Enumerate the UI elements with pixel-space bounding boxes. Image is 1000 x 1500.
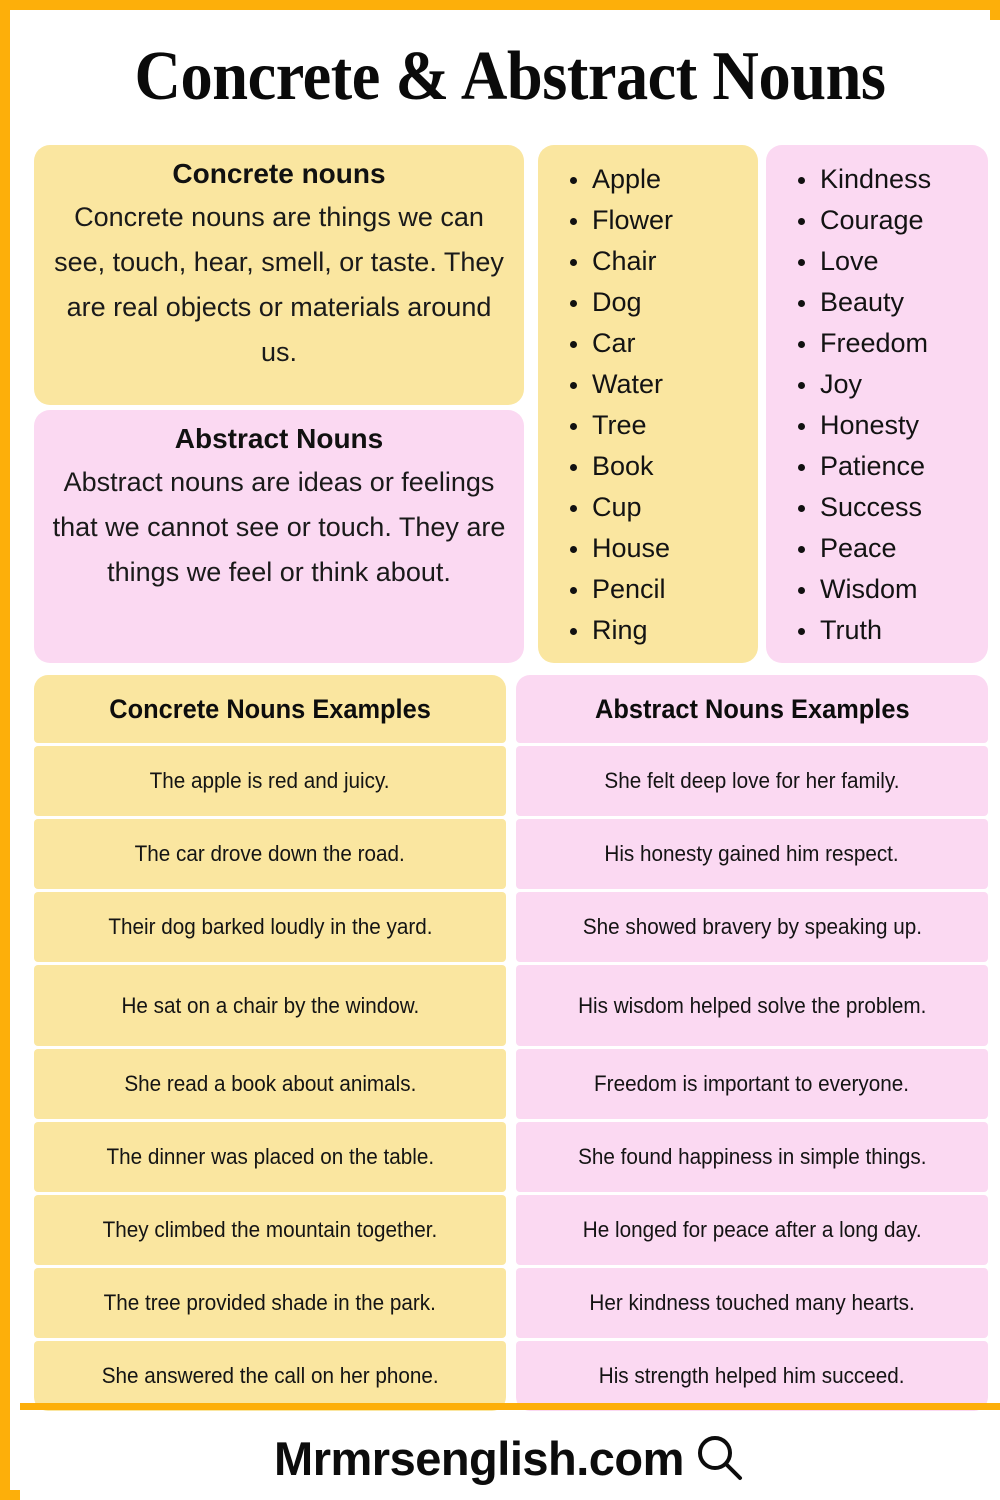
page-inner xyxy=(20,20,1000,1500)
table-cell-text: The car drove down the road. xyxy=(134,841,406,866)
table-cell-text: His wisdom helped solve the problem. xyxy=(577,992,927,1018)
table-cell-text: The tree provided shade in the park. xyxy=(103,1290,437,1315)
abstract-definition-heading: Abstract Nouns xyxy=(174,423,384,454)
concrete-word-list-card xyxy=(538,145,758,663)
table-row xyxy=(516,892,988,962)
table-cell-text: They climbed the mountain together. xyxy=(102,1217,438,1242)
table-row xyxy=(34,892,506,962)
concrete-examples-header: Concrete Nouns Examples xyxy=(34,675,506,743)
table-row xyxy=(34,1268,506,1338)
list-item: Peace xyxy=(820,528,988,569)
table-row xyxy=(516,819,988,889)
page-title: Concrete & Abstract Nouns xyxy=(134,38,886,115)
table-cell-text: She showed bravery by speaking up. xyxy=(582,914,922,939)
concrete-definition-body: Concrete nouns are things we can see, touch, hear, smell, or taste. They are real objects or materials around us. xyxy=(54,202,504,367)
table-row xyxy=(34,1122,506,1192)
table-cell-text: The apple is red and juicy. xyxy=(150,768,390,793)
list-item: Success xyxy=(820,487,988,528)
list-item: Apple xyxy=(592,159,758,200)
abstract-word-list xyxy=(766,159,988,651)
abstract-examples-header: Abstract Nouns Examples xyxy=(516,675,988,743)
table-row xyxy=(34,819,506,889)
list-item: Courage xyxy=(820,200,988,241)
abstract-examples-rows xyxy=(516,746,988,1411)
table-cell-text: Freedom is important to everyone. xyxy=(594,1071,910,1096)
list-item: Freedom xyxy=(820,323,988,364)
footer xyxy=(20,1416,1000,1500)
concrete-examples-column xyxy=(34,675,506,1414)
concrete-definition-card xyxy=(34,145,524,405)
list-item: Kindness xyxy=(820,159,988,200)
list-item: Wisdom xyxy=(820,569,988,610)
table-row xyxy=(516,1122,988,1192)
list-item: Joy xyxy=(820,364,988,405)
list-item: Honesty xyxy=(820,405,988,446)
abstract-definition-card xyxy=(34,410,524,663)
table-cell-text: He longed for peace after a long day. xyxy=(582,1217,922,1242)
table-cell-text: She answered the call on her phone. xyxy=(101,1363,439,1388)
table-row xyxy=(516,1049,988,1119)
table-cell-text: He sat on a chair by the window. xyxy=(121,992,419,1018)
list-item: Beauty xyxy=(820,282,988,323)
concrete-definition-heading: Concrete nouns xyxy=(172,158,386,189)
abstract-examples-column xyxy=(516,675,988,1414)
list-item: Car xyxy=(592,323,758,364)
list-item: Flower xyxy=(592,200,758,241)
table-cell-text: His strength helped him succeed. xyxy=(599,1363,905,1388)
list-item: Water xyxy=(592,364,758,405)
table-row xyxy=(34,965,506,1046)
table-row xyxy=(34,1195,506,1265)
concrete-examples-rows xyxy=(34,746,506,1411)
table-row xyxy=(516,746,988,816)
list-item: House xyxy=(592,528,758,569)
concrete-word-list xyxy=(538,159,758,651)
table-row xyxy=(34,1341,506,1411)
list-item: Ring xyxy=(592,610,758,651)
list-item: Patience xyxy=(820,446,988,487)
table-row xyxy=(516,1195,988,1265)
table-cell-text: His honesty gained him respect. xyxy=(604,841,900,866)
table-cell-text: Her kindness touched many hearts. xyxy=(589,1290,915,1315)
table-cell-text: She felt deep love for her family. xyxy=(604,768,900,793)
list-item: Dog xyxy=(592,282,758,323)
site-name: Mrmrsenglish.com xyxy=(274,1431,684,1485)
list-item: Chair xyxy=(592,241,758,282)
list-item: Cup xyxy=(592,487,758,528)
abstract-definition-body: Abstract nouns are ideas or feelings that we cannot see or touch. They are things we feel or think about. xyxy=(52,467,506,587)
table-cell-text: She read a book about animals. xyxy=(123,1071,417,1096)
table-row xyxy=(516,1268,988,1338)
list-item: Truth xyxy=(820,610,988,651)
table-cell-text: The dinner was placed on the table. xyxy=(106,1144,434,1169)
list-item: Book xyxy=(592,446,758,487)
table-row xyxy=(516,965,988,1046)
footer-divider xyxy=(20,1403,1000,1410)
table-row xyxy=(34,1049,506,1119)
abstract-word-list-card xyxy=(766,145,988,663)
list-item: Tree xyxy=(592,405,758,446)
table-row xyxy=(34,746,506,816)
list-item: Pencil xyxy=(592,569,758,610)
table-cell-text: She found happiness in simple things. xyxy=(577,1144,927,1169)
table-cell-text: Their dog barked loudly in the yard. xyxy=(107,914,433,939)
list-item: Love xyxy=(820,241,988,282)
table-row xyxy=(516,1341,988,1411)
search-icon xyxy=(692,1431,746,1485)
